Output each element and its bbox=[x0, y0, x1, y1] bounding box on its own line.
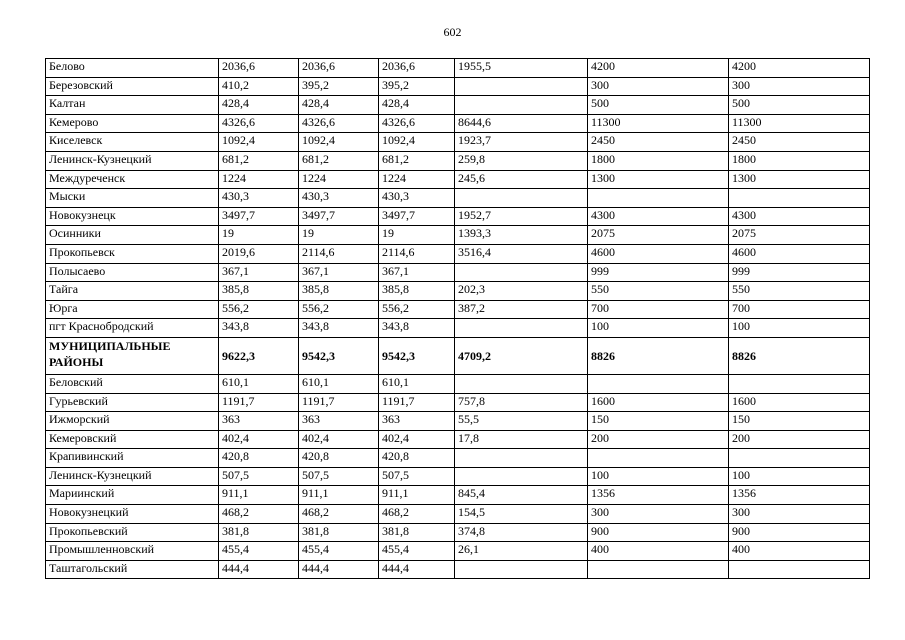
value-cell: 444,4 bbox=[219, 560, 299, 579]
value-cell: 3497,7 bbox=[299, 207, 379, 226]
value-cell: 500 bbox=[588, 96, 729, 115]
value-cell: 1955,5 bbox=[455, 59, 588, 78]
value-cell: 428,4 bbox=[299, 96, 379, 115]
value-cell: 343,8 bbox=[219, 319, 299, 338]
value-cell: 1092,4 bbox=[219, 133, 299, 152]
value-cell: 402,4 bbox=[379, 430, 455, 449]
value-cell: 4200 bbox=[729, 59, 870, 78]
table-row bbox=[46, 560, 870, 579]
value-cell: 100 bbox=[588, 467, 729, 486]
row-name-cell: Белово bbox=[46, 59, 219, 78]
value-cell bbox=[455, 374, 588, 393]
table-row bbox=[46, 374, 870, 393]
value-cell: 200 bbox=[588, 430, 729, 449]
value-cell: 1356 bbox=[588, 486, 729, 505]
value-cell: 300 bbox=[588, 77, 729, 96]
value-cell bbox=[455, 467, 588, 486]
value-cell: 507,5 bbox=[299, 467, 379, 486]
table-row bbox=[46, 319, 870, 338]
table-row bbox=[46, 207, 870, 226]
value-cell: 420,8 bbox=[299, 449, 379, 468]
value-cell: 610,1 bbox=[379, 374, 455, 393]
value-cell: 1600 bbox=[729, 393, 870, 412]
row-name-cell: Киселевск bbox=[46, 133, 219, 152]
row-name-cell: Гурьевский bbox=[46, 393, 219, 412]
value-cell: 444,4 bbox=[299, 560, 379, 579]
value-cell: 395,2 bbox=[299, 77, 379, 96]
row-name-cell: Прокопьевский bbox=[46, 523, 219, 542]
value-cell: 455,4 bbox=[299, 542, 379, 561]
value-cell: 2036,6 bbox=[219, 59, 299, 78]
table-row bbox=[46, 77, 870, 96]
row-name-cell: Новокузнецк bbox=[46, 207, 219, 226]
value-cell: 1224 bbox=[379, 170, 455, 189]
table-row bbox=[46, 467, 870, 486]
data-table bbox=[45, 58, 870, 579]
value-cell: 556,2 bbox=[299, 300, 379, 319]
value-cell: 1300 bbox=[588, 170, 729, 189]
row-name-cell: Междуреченск bbox=[46, 170, 219, 189]
row-name-cell: Таштагольский bbox=[46, 560, 219, 579]
value-cell: 428,4 bbox=[219, 96, 299, 115]
value-cell: 500 bbox=[729, 96, 870, 115]
value-cell: 100 bbox=[729, 319, 870, 338]
table-row bbox=[46, 96, 870, 115]
table-row bbox=[46, 523, 870, 542]
value-cell: 757,8 bbox=[455, 393, 588, 412]
row-name-cell: Юрга bbox=[46, 300, 219, 319]
value-cell: 428,4 bbox=[379, 96, 455, 115]
table-row bbox=[46, 337, 870, 374]
table-row bbox=[46, 505, 870, 524]
value-cell: 11300 bbox=[729, 114, 870, 133]
table-row bbox=[46, 412, 870, 431]
value-cell: 2075 bbox=[588, 226, 729, 245]
value-cell: 468,2 bbox=[299, 505, 379, 524]
value-cell: 455,4 bbox=[379, 542, 455, 561]
value-cell: 8826 bbox=[588, 337, 729, 374]
value-cell: 19 bbox=[219, 226, 299, 245]
table-body bbox=[46, 59, 870, 579]
value-cell bbox=[729, 449, 870, 468]
value-cell: 681,2 bbox=[299, 151, 379, 170]
value-cell: 4200 bbox=[588, 59, 729, 78]
value-cell bbox=[729, 374, 870, 393]
table-row bbox=[46, 226, 870, 245]
row-name-cell: Прокопьевск bbox=[46, 244, 219, 263]
value-cell: 374,8 bbox=[455, 523, 588, 542]
value-cell: 1092,4 bbox=[379, 133, 455, 152]
value-cell: 8826 bbox=[729, 337, 870, 374]
row-name-cell: Мариинский bbox=[46, 486, 219, 505]
table-row bbox=[46, 486, 870, 505]
value-cell: 381,8 bbox=[299, 523, 379, 542]
row-name-cell: МУНИЦИПАЛЬНЫЕ РАЙОНЫ bbox=[46, 337, 219, 374]
value-cell: 385,8 bbox=[299, 282, 379, 301]
value-cell: 2114,6 bbox=[379, 244, 455, 263]
value-cell: 245,6 bbox=[455, 170, 588, 189]
value-cell: 100 bbox=[729, 467, 870, 486]
value-cell: 4600 bbox=[729, 244, 870, 263]
value-cell: 9542,3 bbox=[379, 337, 455, 374]
value-cell: 402,4 bbox=[219, 430, 299, 449]
table-row bbox=[46, 151, 870, 170]
value-cell: 300 bbox=[729, 505, 870, 524]
value-cell: 1224 bbox=[219, 170, 299, 189]
value-cell: 400 bbox=[729, 542, 870, 561]
value-cell: 150 bbox=[729, 412, 870, 431]
value-cell: 343,8 bbox=[299, 319, 379, 338]
value-cell: 430,3 bbox=[219, 189, 299, 208]
table-row bbox=[46, 263, 870, 282]
page-number: 602 bbox=[443, 25, 462, 39]
value-cell bbox=[729, 189, 870, 208]
value-cell: 420,8 bbox=[219, 449, 299, 468]
value-cell: 300 bbox=[729, 77, 870, 96]
value-cell: 900 bbox=[729, 523, 870, 542]
value-cell: 363 bbox=[219, 412, 299, 431]
value-cell: 1952,7 bbox=[455, 207, 588, 226]
value-cell: 154,5 bbox=[455, 505, 588, 524]
value-cell: 1356 bbox=[729, 486, 870, 505]
value-cell: 2019,6 bbox=[219, 244, 299, 263]
value-cell: 507,5 bbox=[219, 467, 299, 486]
value-cell: 4600 bbox=[588, 244, 729, 263]
row-name-cell: Калтан bbox=[46, 96, 219, 115]
table-row bbox=[46, 170, 870, 189]
value-cell: 19 bbox=[379, 226, 455, 245]
row-name-cell: Ленинск-Кузнецкий bbox=[46, 467, 219, 486]
value-cell: 4326,6 bbox=[219, 114, 299, 133]
value-cell: 845,4 bbox=[455, 486, 588, 505]
value-cell: 1600 bbox=[588, 393, 729, 412]
value-cell: 2450 bbox=[729, 133, 870, 152]
value-cell: 19 bbox=[299, 226, 379, 245]
value-cell: 17,8 bbox=[455, 430, 588, 449]
value-cell: 550 bbox=[729, 282, 870, 301]
value-cell: 400 bbox=[588, 542, 729, 561]
table-row bbox=[46, 59, 870, 78]
value-cell: 700 bbox=[588, 300, 729, 319]
value-cell: 911,1 bbox=[379, 486, 455, 505]
value-cell: 395,2 bbox=[379, 77, 455, 96]
value-cell: 385,8 bbox=[219, 282, 299, 301]
row-name-cell: пгт Краснобродский bbox=[46, 319, 219, 338]
value-cell: 402,4 bbox=[299, 430, 379, 449]
row-name-cell: Кемерово bbox=[46, 114, 219, 133]
value-cell: 610,1 bbox=[219, 374, 299, 393]
row-name-cell: Промышленновский bbox=[46, 542, 219, 561]
value-cell: 911,1 bbox=[299, 486, 379, 505]
value-cell bbox=[455, 449, 588, 468]
row-name-cell: Осинники bbox=[46, 226, 219, 245]
value-cell: 4326,6 bbox=[379, 114, 455, 133]
value-cell: 202,3 bbox=[455, 282, 588, 301]
value-cell: 610,1 bbox=[299, 374, 379, 393]
value-cell: 387,2 bbox=[455, 300, 588, 319]
value-cell: 1800 bbox=[729, 151, 870, 170]
value-cell: 381,8 bbox=[219, 523, 299, 542]
value-cell: 700 bbox=[729, 300, 870, 319]
value-cell: 550 bbox=[588, 282, 729, 301]
value-cell: 363 bbox=[379, 412, 455, 431]
table-row bbox=[46, 393, 870, 412]
value-cell: 4300 bbox=[729, 207, 870, 226]
table-row bbox=[46, 430, 870, 449]
value-cell: 3497,7 bbox=[379, 207, 455, 226]
value-cell: 1191,7 bbox=[299, 393, 379, 412]
value-cell: 2036,6 bbox=[299, 59, 379, 78]
table-row bbox=[46, 542, 870, 561]
table-row bbox=[46, 189, 870, 208]
value-cell: 1092,4 bbox=[299, 133, 379, 152]
row-name-cell: Беловский bbox=[46, 374, 219, 393]
table-row bbox=[46, 300, 870, 319]
value-cell bbox=[588, 189, 729, 208]
value-cell: 2114,6 bbox=[299, 244, 379, 263]
value-cell: 381,8 bbox=[379, 523, 455, 542]
table-row bbox=[46, 114, 870, 133]
table-row bbox=[46, 244, 870, 263]
value-cell: 1800 bbox=[588, 151, 729, 170]
value-cell: 367,1 bbox=[299, 263, 379, 282]
value-cell: 1191,7 bbox=[379, 393, 455, 412]
value-cell: 1923,7 bbox=[455, 133, 588, 152]
value-cell bbox=[729, 560, 870, 579]
value-cell: 2036,6 bbox=[379, 59, 455, 78]
value-cell: 100 bbox=[588, 319, 729, 338]
value-cell: 9622,3 bbox=[219, 337, 299, 374]
value-cell bbox=[455, 263, 588, 282]
value-cell: 900 bbox=[588, 523, 729, 542]
value-cell: 681,2 bbox=[219, 151, 299, 170]
value-cell bbox=[588, 374, 729, 393]
value-cell: 2075 bbox=[729, 226, 870, 245]
table-row bbox=[46, 449, 870, 468]
value-cell bbox=[455, 96, 588, 115]
value-cell: 11300 bbox=[588, 114, 729, 133]
value-cell: 1393,3 bbox=[455, 226, 588, 245]
value-cell: 150 bbox=[588, 412, 729, 431]
value-cell: 430,3 bbox=[299, 189, 379, 208]
value-cell: 26,1 bbox=[455, 542, 588, 561]
value-cell: 410,2 bbox=[219, 77, 299, 96]
value-cell: 556,2 bbox=[219, 300, 299, 319]
value-cell: 4326,6 bbox=[299, 114, 379, 133]
table-row bbox=[46, 282, 870, 301]
value-cell: 507,5 bbox=[379, 467, 455, 486]
value-cell: 1224 bbox=[299, 170, 379, 189]
value-cell: 259,8 bbox=[455, 151, 588, 170]
value-cell: 468,2 bbox=[219, 505, 299, 524]
value-cell: 9542,3 bbox=[299, 337, 379, 374]
value-cell: 4709,2 bbox=[455, 337, 588, 374]
row-name-cell: Тайга bbox=[46, 282, 219, 301]
value-cell: 3516,4 bbox=[455, 244, 588, 263]
value-cell: 367,1 bbox=[219, 263, 299, 282]
row-name-cell: Ленинск-Кузнецкий bbox=[46, 151, 219, 170]
value-cell: 4300 bbox=[588, 207, 729, 226]
value-cell: 556,2 bbox=[379, 300, 455, 319]
value-cell: 55,5 bbox=[455, 412, 588, 431]
value-cell: 420,8 bbox=[379, 449, 455, 468]
row-name-cell: Полысаево bbox=[46, 263, 219, 282]
value-cell: 999 bbox=[729, 263, 870, 282]
value-cell: 681,2 bbox=[379, 151, 455, 170]
value-cell: 1191,7 bbox=[219, 393, 299, 412]
value-cell: 468,2 bbox=[379, 505, 455, 524]
row-name-cell: Кемеровский bbox=[46, 430, 219, 449]
value-cell: 444,4 bbox=[379, 560, 455, 579]
value-cell: 3497,7 bbox=[219, 207, 299, 226]
row-name-cell: Ижморский bbox=[46, 412, 219, 431]
value-cell: 300 bbox=[588, 505, 729, 524]
row-name-cell: Мыски bbox=[46, 189, 219, 208]
value-cell: 200 bbox=[729, 430, 870, 449]
table-row bbox=[46, 133, 870, 152]
value-cell bbox=[455, 319, 588, 338]
value-cell: 911,1 bbox=[219, 486, 299, 505]
row-name-cell: Новокузнецкий bbox=[46, 505, 219, 524]
value-cell: 1300 bbox=[729, 170, 870, 189]
value-cell: 367,1 bbox=[379, 263, 455, 282]
value-cell bbox=[588, 560, 729, 579]
value-cell: 455,4 bbox=[219, 542, 299, 561]
value-cell bbox=[455, 560, 588, 579]
value-cell bbox=[588, 449, 729, 468]
row-name-cell: Крапивинский bbox=[46, 449, 219, 468]
value-cell bbox=[455, 77, 588, 96]
value-cell: 8644,6 bbox=[455, 114, 588, 133]
value-cell: 430,3 bbox=[379, 189, 455, 208]
value-cell: 363 bbox=[299, 412, 379, 431]
row-name-cell: Березовский bbox=[46, 77, 219, 96]
value-cell: 343,8 bbox=[379, 319, 455, 338]
value-cell bbox=[455, 189, 588, 208]
value-cell: 385,8 bbox=[379, 282, 455, 301]
value-cell: 999 bbox=[588, 263, 729, 282]
value-cell: 2450 bbox=[588, 133, 729, 152]
